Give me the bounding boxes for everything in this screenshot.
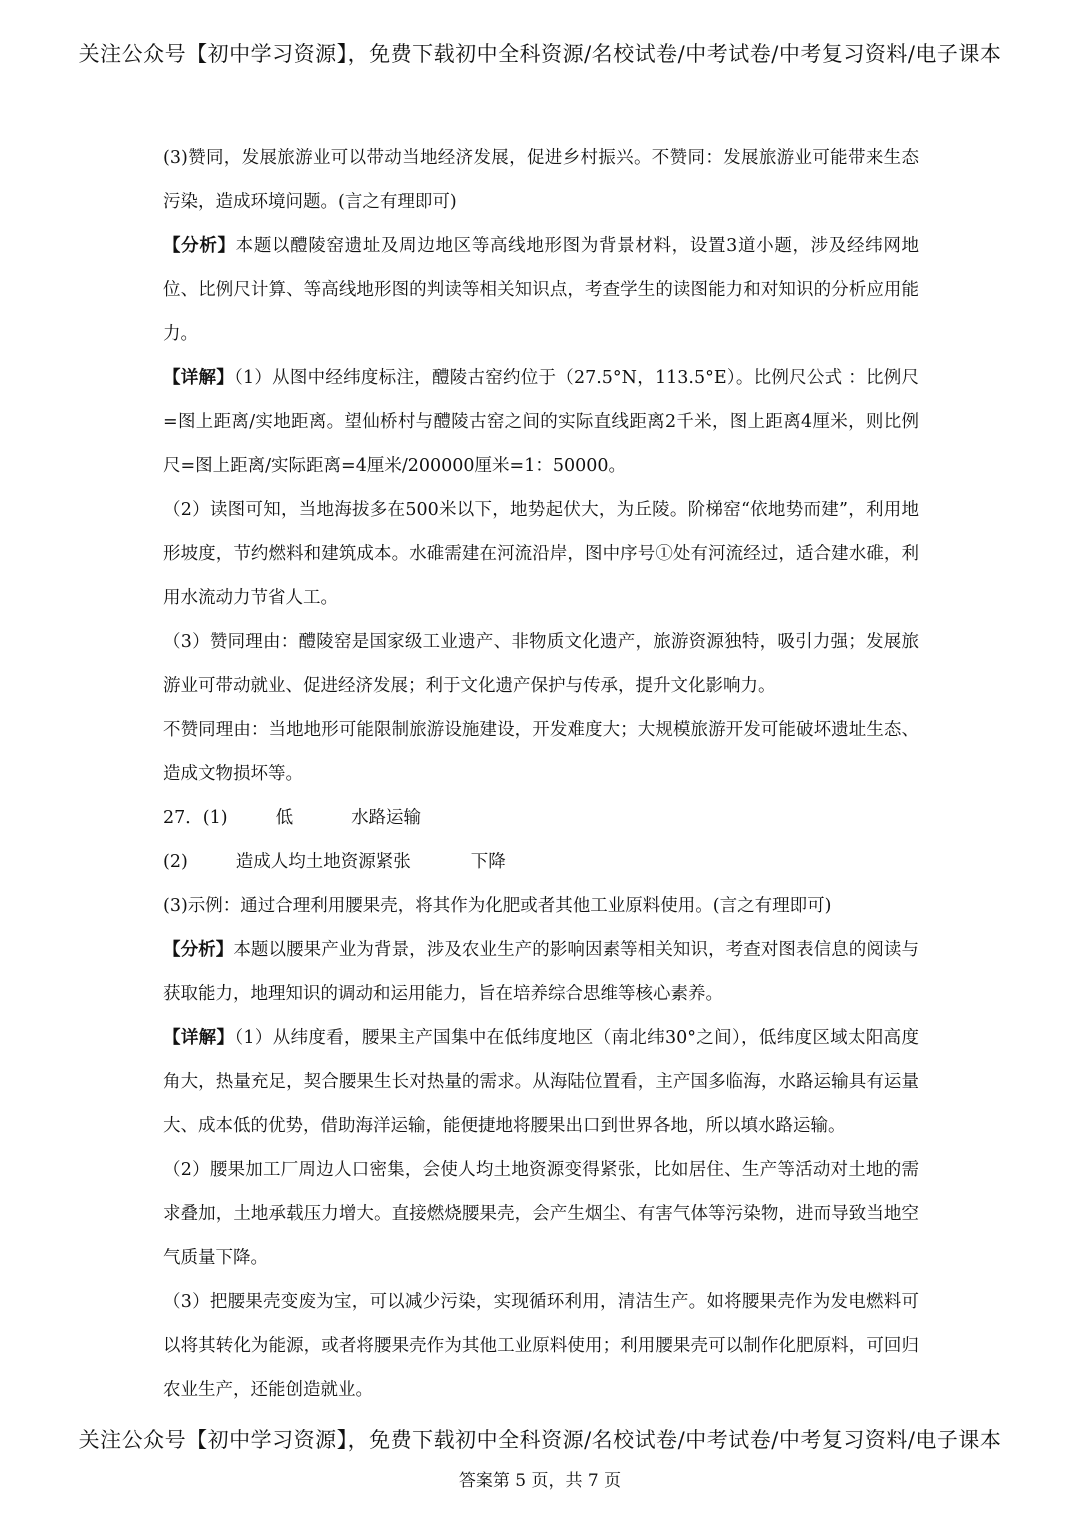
q26-analysis <box>163 224 919 356</box>
q27-answer-1-1: 低 <box>275 808 294 828</box>
q27-answer-1 <box>163 796 919 840</box>
analysis-tag: 【分析】 <box>163 236 236 256</box>
q26-detail-1 <box>163 356 919 488</box>
q27-number: 27．(1) <box>163 808 228 828</box>
q26-detail-3: （3）赞同理由：醴陵窑是国家级工业遗产、非物质文化遗产，旅游资源独特，吸引力强；发展旅游业可带动就业、促进经济发展；利于文化遗产保护与传承，提升文化影响力。 <box>163 632 919 696</box>
q27-answer-2-2: 下降 <box>470 852 506 872</box>
detail-text: （1）从纬度看，腰果主产国集中在低纬度地区（南北纬30°之间），低纬度区域太阳高度角大，热量充足，契合腰果生长对热量的需求。从海陆位置看，主产国多临海，水路运输具有运量大、成本低的优势，借助海洋运输，能便捷地将腰果出口到世界各地，所以填水路运输。 <box>163 1028 920 1136</box>
header-banner: 关注公众号【初中学习资源】，免费下载初中全科资源/名校试卷/中考试卷/中考复习资料/电子课本 <box>78 42 1002 66</box>
detail-tag: 【详解】 <box>163 368 235 388</box>
q26-answer-3: (3)赞同，发展旅游业可以带动当地经济发展，促进乡村振兴。不赞同：发展旅游业可能带来生态污染，造成环境问题。(言之有理即可) <box>163 148 919 212</box>
q27-detail-3: （3）把腰果壳变废为宝，可以减少污染，实现循环利用，清洁生产。如将腰果壳作为发电燃料可以将其转化为能源，或者将腰果壳作为其他工业原料使用；利用腰果壳可以制作化肥原料，可回归农业生产，还能创造就业。 <box>163 1292 919 1400</box>
footer-banner: 关注公众号【初中学习资源】，免费下载初中全科资源/名校试卷/中考试卷/中考复习资料/电子课本 <box>78 1428 1002 1452</box>
analysis-text: 本题以腰果产业为背景，涉及农业生产的影响因素等相关知识，考查对图表信息的阅读与获取能力，地理知识的调动和运用能力，旨在培养综合思维等核心素养。 <box>163 940 920 1004</box>
q27-detail-2: （2）腰果加工厂周边人口密集，会使人均土地资源变得紧张，比如居住、生产等活动对土地的需求叠加，土地承载压力增大。直接燃烧腰果壳，会产生烟尘、有害气体等污染物，进而导致当地空气质量下降。 <box>163 1160 919 1268</box>
analysis-tag: 【分析】 <box>163 940 234 960</box>
page-number: 答案第 5 页，共 7 页 <box>458 1471 622 1491</box>
document-body <box>163 136 919 1412</box>
detail-tag: 【详解】 <box>163 1028 235 1048</box>
analysis-text: 本题以醴陵窑遗址及周边地区等高线地形图为背景材料，设置3道小题，涉及经纬网地位、比例尺计算、等高线地形图的判读等相关知识点，考查学生的读图能力和对知识的分析应用能力。 <box>163 236 919 344</box>
q27-answer-2 <box>163 840 919 884</box>
q27-answer-3: (3)示例：通过合理利用腰果壳，将其作为化肥或者其他工业原料使用。(言之有理即可) <box>163 896 832 916</box>
q27-analysis <box>163 928 919 1016</box>
q26-detail-2: （2）读图可知，当地海拔多在500米以下，地势起伏大，为丘陵。阶梯窑“依地势而建”，利用地形坡度，节约燃料和建筑成本。水碓需建在河流沿岸，图中序号①处有河流经过，适合建水碓，利用水流动力节省人工。 <box>163 500 919 608</box>
q27-detail-1 <box>163 1016 919 1148</box>
q27-answer-2-number: (2) <box>163 852 188 872</box>
q27-answer-2-1: 造成人均土地资源紧张 <box>235 852 411 872</box>
q27-answer-1-2: 水路运输 <box>351 808 422 828</box>
q26-detail-3b: 不赞同理由：当地地形可能限制旅游设施建设，开发难度大；大规模旅游开发可能破坏遗址生态、造成文物损坏等。 <box>163 720 919 784</box>
detail-text: （1）从图中经纬度标注，醴陵古窑约位于（27.5°N，113.5°E）。比例尺公式 ：比例尺=图上距离/实地距离。望仙桥村与醴陵古窑之间的实际直线距离2千米，图上距离4厘米，则比例尺=图上距离/实际距离=4厘米/200000厘米=1：50000。 <box>163 368 919 476</box>
